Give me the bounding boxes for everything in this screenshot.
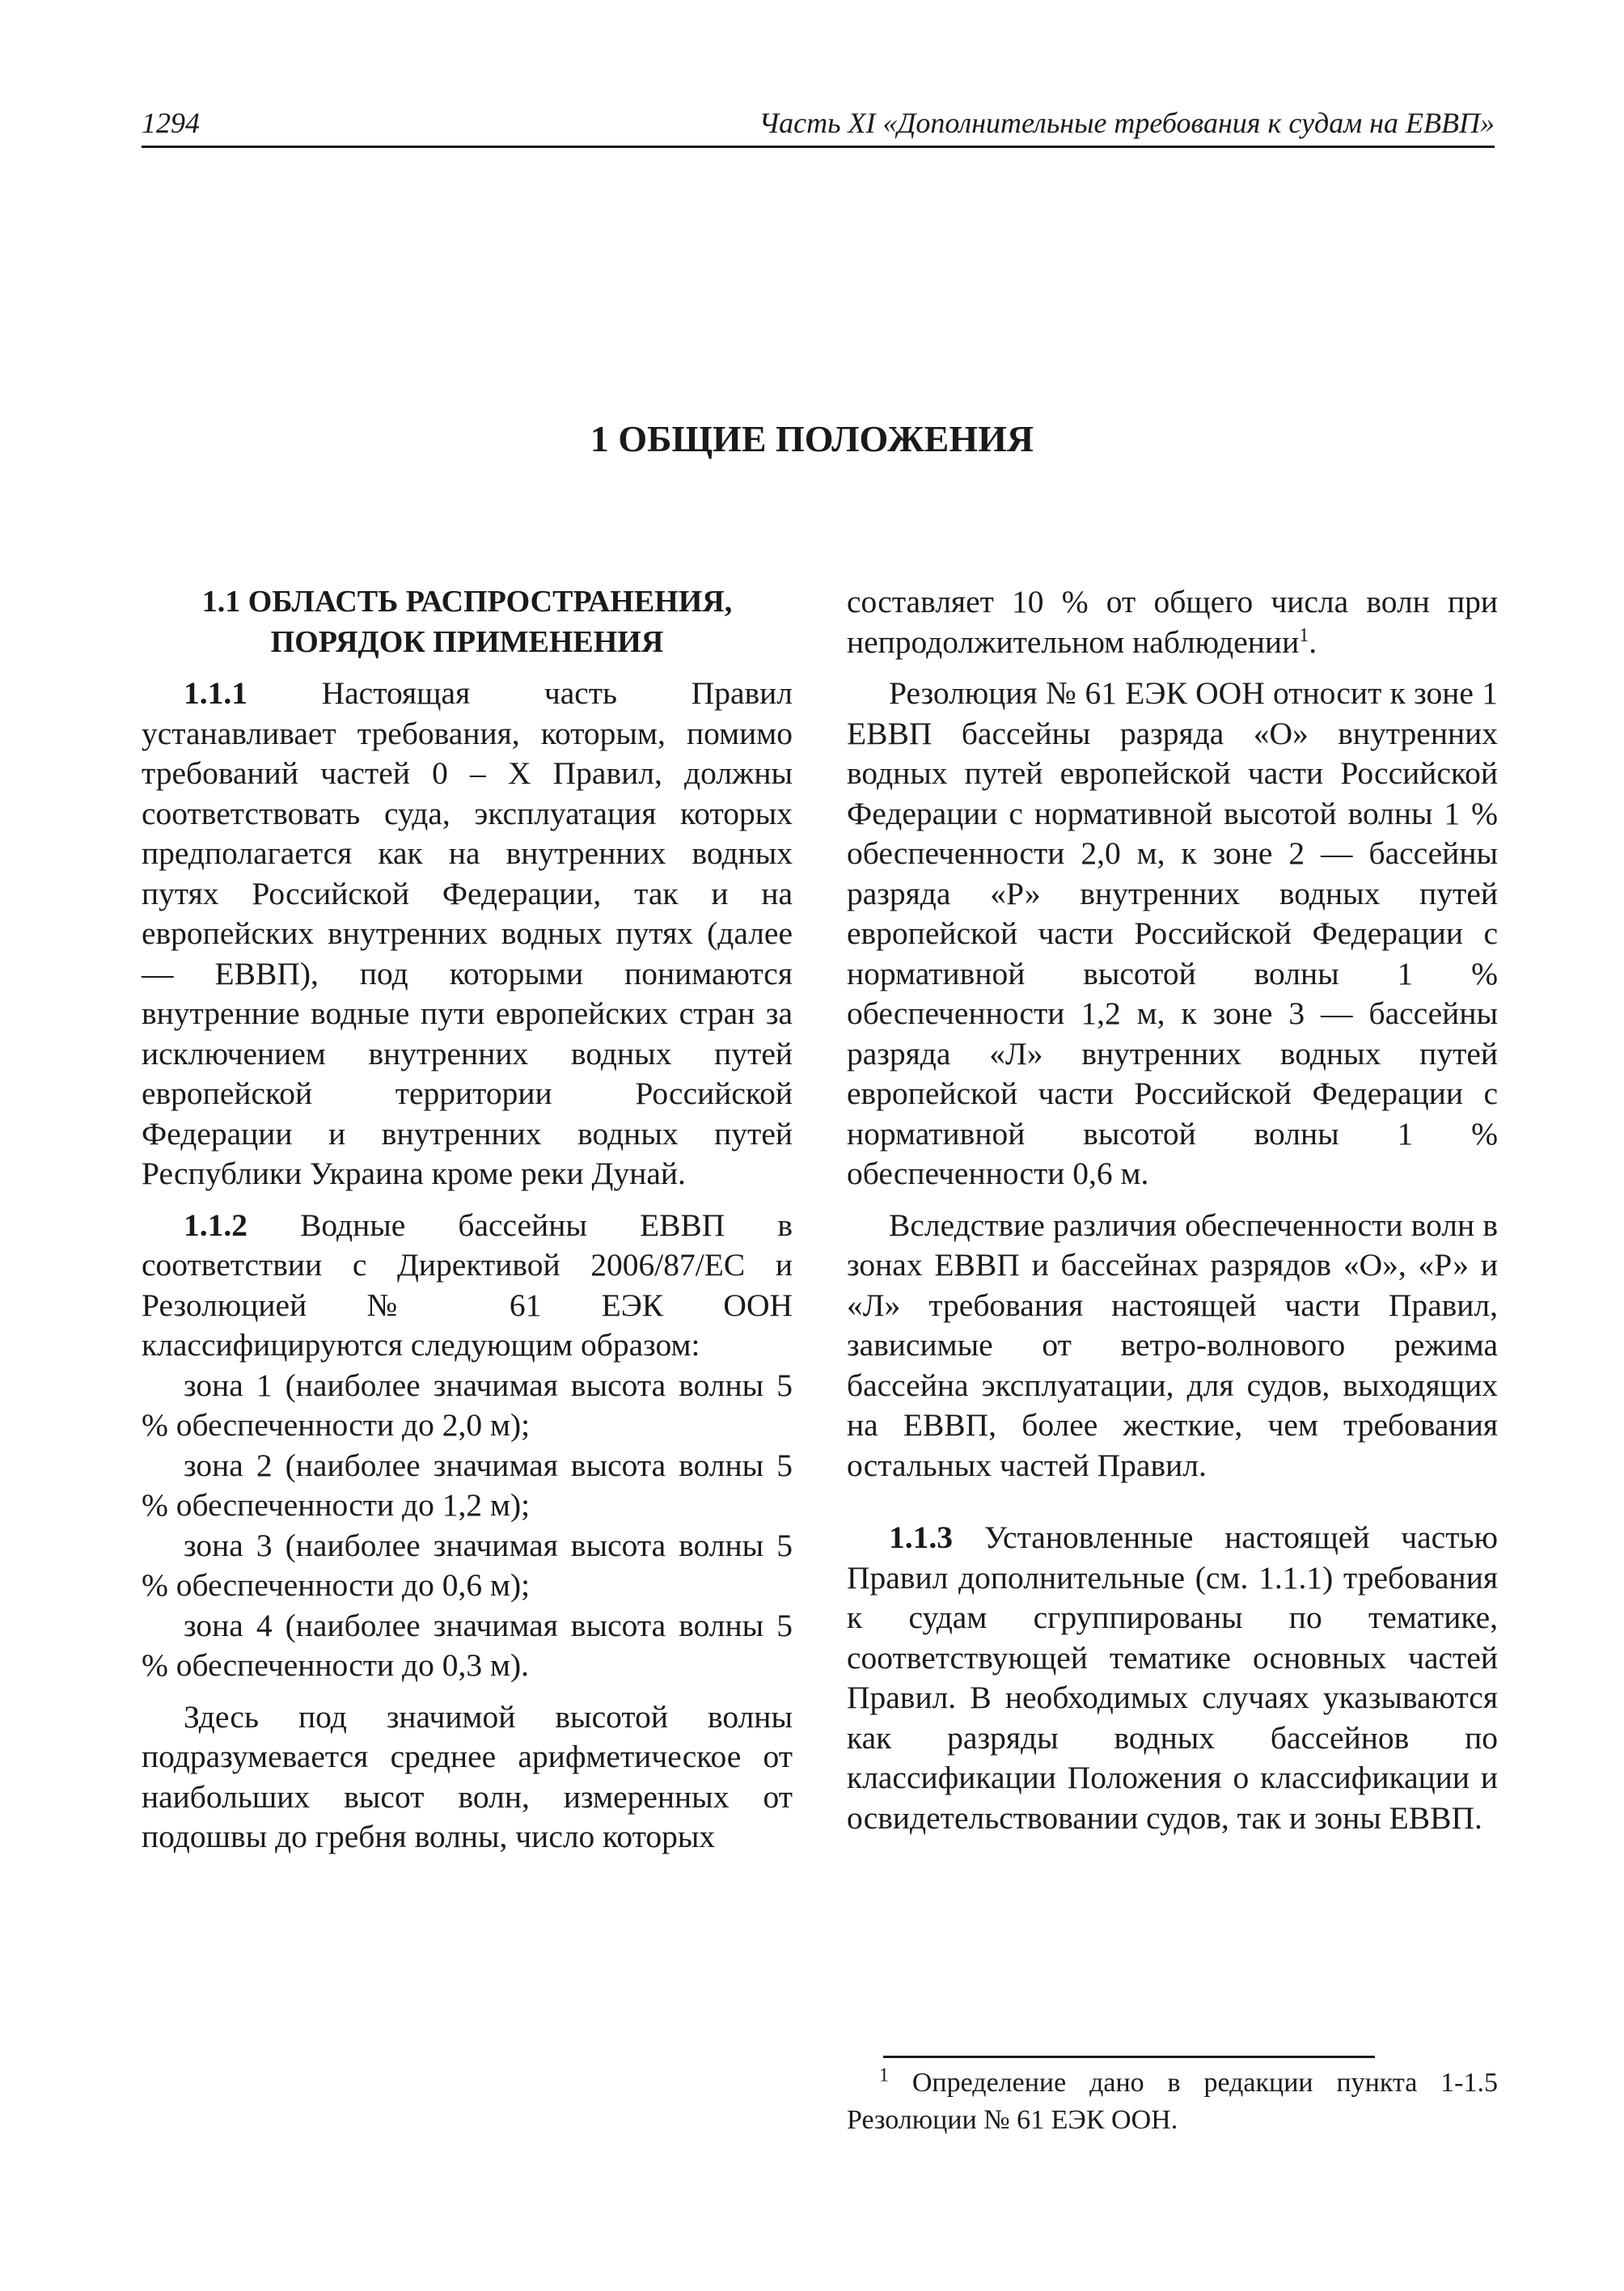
footnote-divider bbox=[883, 2056, 1375, 2058]
chapter-title: 1 ОБЩИЕ ПОЛОЖЕНИЯ bbox=[590, 418, 1034, 459]
section-title-line2: ПОРЯДОК ПРИМЕНЕНИЯ bbox=[270, 624, 664, 659]
right-column bbox=[847, 582, 1498, 1838]
footnote-text: Определение дано в редакции пункта 1-1.5 Резолюции № 61 ЕЭК ООН. bbox=[847, 2068, 1498, 2135]
left-column bbox=[142, 582, 793, 1858]
paragraph-text: Водные бассейны ЕВВП в соответствии с Директивой 2006/87/ЕС и Резолюцией № 61 ЕЭК ООН классифицируются следующим образом: bbox=[142, 1207, 793, 1363]
paragraph-resolution: Резолюция № 61 ЕЭК ООН относит к зоне 1 ЕВВП бассейны разряда «О» внутренних водных путей европейской части Российской Федерации с нормативной высотой волны 1 % обеспеченности 2,0 м, к зоне 2 — бассейны разряда «Р» внутренних водных путей европейской части Российской Федерации с нормативной высотой волны 1 % обеспеченности 1,2 м, к зоне 3 — бассейны разряда «Л» внутренних водных путей европейской части Российской Федерации с нормативной высотой волны 1 % обеспеченности 0,6 м. bbox=[847, 675, 1498, 1191]
paragraph-text: составляет 10 % от общего числа волн при непродолжительном наблюдении bbox=[847, 584, 1498, 660]
footnote-reference: 1 bbox=[1299, 624, 1309, 646]
footnote-mark: 1 bbox=[879, 2065, 889, 2086]
zone-item: зона 2 (наиболее значимая высота волны 5 % обеспеченности до 1,2 м); bbox=[142, 1447, 793, 1523]
paragraph-text: Настоящая часть Правил устанавливает требования, которым, помимо требований частей 0 – Х Правил, должны соответствовать суда, эксплуатация которых предполагается как на внутренних водных путях Российской Федерации, так и на европейских внутренних водных путях (далее — ЕВВП), под которыми понимаются внутренние водные пути европейских стран за исключением внутренних водных путей европейской территории Российской Федерации и внутренних водных путей Республики Украина кроме реки Дунай. bbox=[142, 675, 793, 1191]
paragraph-significant-wave: Здесь под значимой высотой волны подразумевается среднее арифметическое от наибольших высот волн, измеренных от подошвы до гребня волны, число которых bbox=[142, 1698, 793, 1854]
paragraph-consequence: Вследствие различия обеспеченности волн в зонах ЕВВП и бассейнах разрядов «О», «Р» и «Л» требования настоящей части Правил, зависимые от ветро-волнового режима бассейна эксплуатации, для судов, выходящих на ЕВВП, более жесткие, чем требования остальных частей Правил. bbox=[847, 1207, 1498, 1483]
zone-item: зона 3 (наиболее значимая высота волны 5 % обеспеченности до 0,6 м); bbox=[142, 1527, 793, 1603]
section-title bbox=[142, 582, 793, 662]
paragraph-text: Установленные настоящей частью Правил дополнительные (см. 1.1.1) требования к судам сгруппированы по тематике, соответствующей тематике основных частей Правил. В необходимых случаях указываются как разряды водных бассейнов по классификации Положения о классификации и освидетельствовании судов, так и зоны ЕВВП. bbox=[847, 1520, 1498, 1836]
zone-item: зона 4 (наиболее значимая высота волны 5 % обеспеченности до 0,3 м). bbox=[142, 1607, 793, 1683]
paragraph-1-1-1 bbox=[142, 674, 793, 1194]
paragraph-number: 1.1.3 bbox=[889, 1520, 953, 1555]
paragraph-1-1-3 bbox=[847, 1518, 1498, 1838]
paragraph-1-1-2 bbox=[142, 1206, 793, 1366]
section-title-line1: 1.1 ОБЛАСТЬ РАСПРОСТРАНЕНИЯ, bbox=[201, 585, 733, 619]
page-header bbox=[142, 105, 1495, 148]
zone-item: зона 1 (наиболее значимая высота волны 5 % обеспеченности до 2,0 м); bbox=[142, 1367, 793, 1443]
footnote bbox=[847, 2065, 1498, 2139]
paragraph-number: 1.1.1 bbox=[184, 675, 247, 711]
paragraph-continuation: составляет 10 % от общего числа волн при непродолжительном наблюдении$^1$. bbox=[847, 584, 1498, 660]
page-number: 1294 bbox=[142, 107, 200, 139]
running-title: Часть XI «Дополнительные требования к судам на ЕВВП» bbox=[759, 107, 1495, 139]
paragraph-number: 1.1.2 bbox=[184, 1207, 247, 1243]
